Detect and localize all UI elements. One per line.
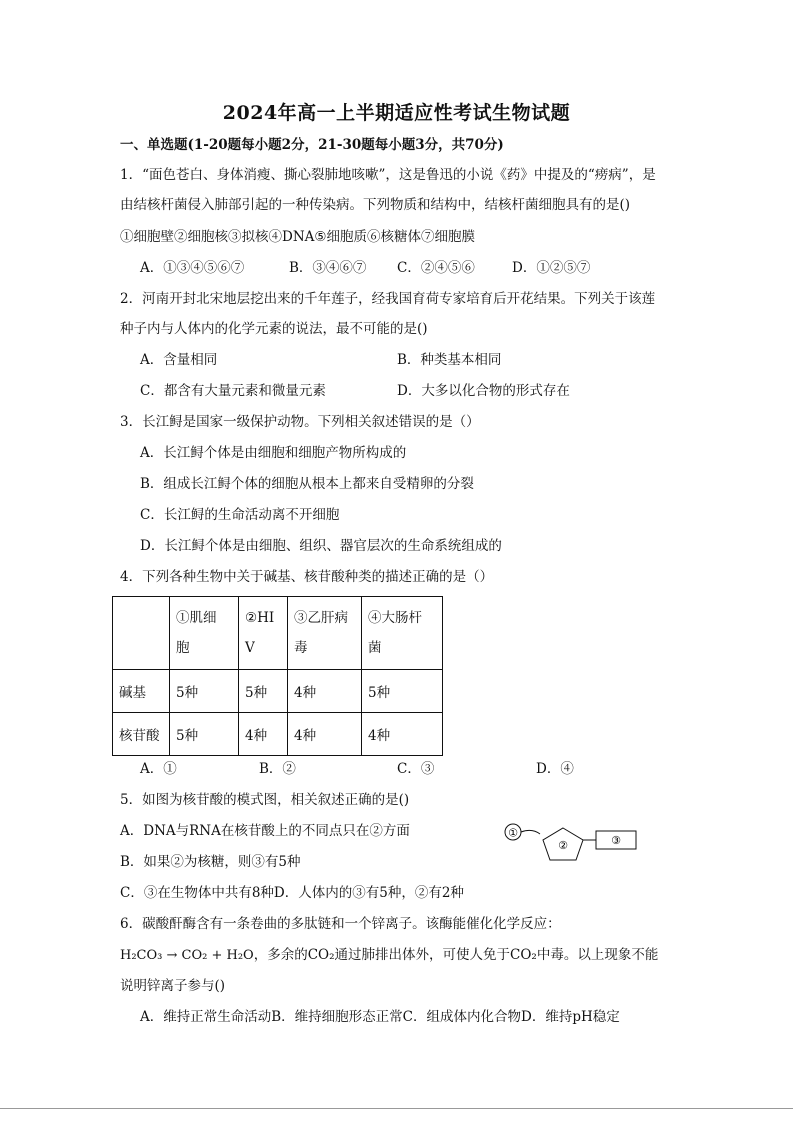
table-cell: 5种 [239,670,288,713]
q2-option-d: D．大多以化合物的形式存在 [397,383,570,399]
table-header-cell [288,597,362,670]
q6-stem-line3: 说明锌离子参与() [120,978,226,994]
q6-stem-text: ，多余的CO₂通过肺排出体外，可使人免于CO₂中毒。以上现象不能 [253,947,659,963]
q1-option-d: D．①②⑤⑦ [512,260,591,276]
table-cell: 5种 [170,713,239,756]
table-cell: 4种 [288,670,362,713]
table-header-cell [239,597,288,670]
diagram-label-1: ① [508,826,518,840]
table-cell: 5种 [170,670,239,713]
q3-option-a: A．长江鲟个体是由细胞和细胞产物所构成的 [140,445,407,461]
q3-option-c: C．长江鲟的生命活动离不开细胞 [140,507,340,523]
q4-option-d: D．④ [536,761,574,777]
table-cell: 4种 [288,713,362,756]
nucleotide-diagram [500,818,640,866]
table-header-cell [362,597,443,670]
reaction-formula: H₂CO₃ → CO₂ + H₂O [120,948,254,963]
page-bottom-rule [0,1108,793,1109]
row-label: 碱基 [113,670,170,713]
row-label: 核苷酸 [113,713,170,756]
header-text: 胞 [176,640,190,656]
header-text: ③乙肝病 [294,610,348,626]
section-heading: 一、单选题(1-20题每小题2分，21-30题每小题3分，共70分) [120,137,504,153]
q5-option-a: A．DNA与RNA在核苷酸上的不同点只在②方面 [120,823,410,839]
table-cell: 5种 [362,670,443,713]
table-header-cell [170,597,239,670]
q4-option-a: A．① [140,761,177,777]
q2-option-b: B．种类基本相同 [397,352,502,368]
header-text: 毒 [294,640,308,656]
q5-option-cd: C．③在生物体中共有8种D．人体内的③有5种，②有2种 [120,885,464,901]
table-header-row [113,597,443,670]
header-text: ①肌细 [176,610,217,626]
table-row [113,713,443,756]
q4-option-b: B．② [259,761,296,777]
q4-table [112,596,443,756]
q1-option-a: A．①③④⑤⑥⑦ [140,260,245,276]
q5-option-b: B．如果②为核糖，则③有5种 [120,854,301,870]
table-corner-cell [113,597,170,670]
connector-line-1 [521,830,540,834]
q6-stem-line2 [120,946,658,965]
q4-stem: 4．下列各种生物中关于碱基、核苷酸种类的描述正确的是（） [120,569,494,585]
table-cell: 4种 [362,713,443,756]
page-title: 2024年高一上半期适应性考试生物试题 [222,102,571,124]
q4-option-c: C．③ [397,761,435,777]
q2-stem-line2: 种子内与人体内的化学元素的说法，最不可能的是() [120,321,428,337]
q5-stem: 5．如图为核苷酸的模式图，相关叙述正确的是() [120,792,410,808]
header-text: V [245,640,255,656]
diagram-label-2: ② [558,839,568,852]
header-text: ④大肠杆 [368,610,422,626]
q1-stem-line1: 1．“面色苍白、身体消瘦、撕心裂肺地咳嗽”，这是鲁迅的小说《药》中提及的“痨病”，是 [120,167,656,183]
q3-stem: 3．长江鲟是国家一级保护动物。下列相关叙述错误的是（） [120,414,480,430]
diagram-label-3: ③ [611,834,621,847]
q6-options: A．维持正常生命活动B．维持细胞形态正常C．组成体内化合物D．维持pH稳定 [140,1009,620,1025]
q1-option-c: C．②④⑤⑥ [397,260,475,276]
q1-option-b: B．③④⑥⑦ [289,260,367,276]
q2-option-a: A．含量相同 [140,352,218,368]
q2-stem-line1: 2．河南开封北宋地层挖出来的千年莲子，经我国育荷专家培育后开花结果。下列关于该莲 [120,291,656,307]
header-text: 菌 [368,640,382,656]
q3-option-b: B．组成长江鲟个体的细胞从根本上都来自受精卵的分裂 [140,476,474,492]
header-text: ②HI [245,610,275,626]
q6-stem-line1: 6．碳酸酐酶含有一条卷曲的多肽链和一个锌离子。该酶能催化化学反应： [120,916,561,932]
table-row [113,670,443,713]
q1-stem-line3: ①细胞壁②细胞核③拟核④DNA⑤细胞质⑥核糖体⑦细胞膜 [120,229,475,245]
table-cell: 4种 [239,713,288,756]
q1-stem-line2: 由结核杆菌侵入肺部引起的一种传染病。下列物质和结构中，结核杆菌细胞具有的是() [120,197,631,213]
q2-option-c: C．都含有大量元素和微量元素 [140,383,326,399]
q3-option-d: D．长江鲟个体是由细胞、组织、器官层次的生命系统组成的 [140,538,502,554]
